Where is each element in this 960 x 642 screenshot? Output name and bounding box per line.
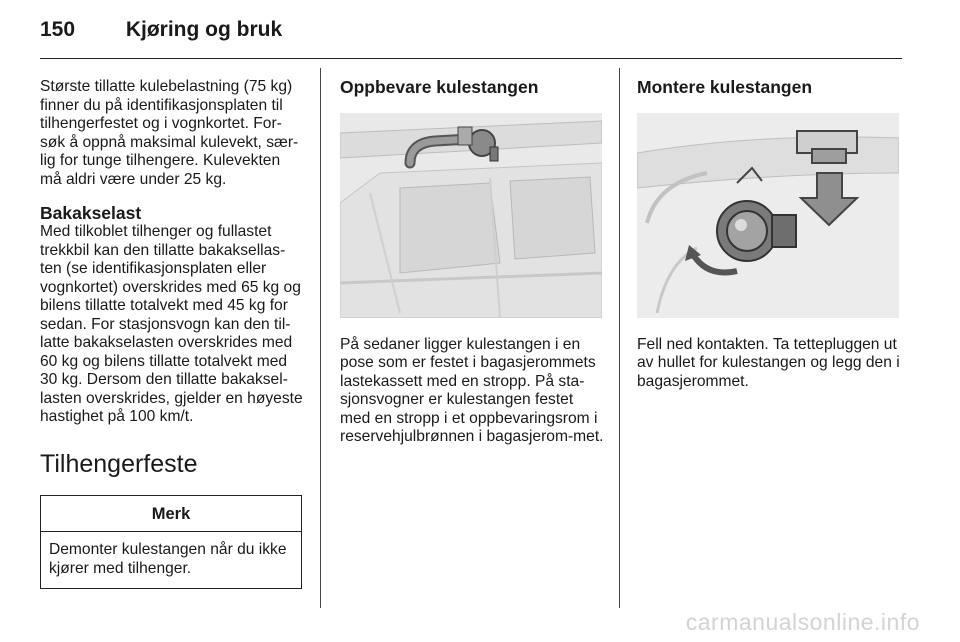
- mounting-heading: Montere kulestangen: [637, 77, 813, 97]
- page-title: Kjøring og bruk: [125, 18, 283, 41]
- column-divider-2: [619, 68, 620, 608]
- page-header: [40, 18, 282, 42]
- mounting-paragraph: Fell ned kontakten. Ta tettepluggen ut av hullet for kulestangen og legg den i bagasjerommet.: [637, 335, 900, 390]
- intro-paragraph: Største tillatte kulebelastning (75 kg) finner du på identifikasjonsplaten til tilhengerfestet og i vognkortet. For-søk å oppnå maksimal kulevekt, sær-lig for tunge tilhengere. Kulevekten må aldri være under 25 kg.: [40, 78, 299, 188]
- bakaksel-heading: Bakakselast: [40, 203, 142, 223]
- page-number: 150: [40, 18, 76, 41]
- column-2: [340, 78, 605, 447]
- storage-paragraph: På sedaner ligger kulestangen i en pose som er festet i bagasjerommets lastekassett med en stropp. På sta-sjonsvogner er kulestangen festet med en stropp i et oppbevaringsrom i reservehjulbrønnen i bagasjerom-met.: [340, 335, 604, 445]
- mounting-illustration: [637, 113, 899, 318]
- column-3: [637, 78, 902, 391]
- socket-mounting-drawing: [637, 113, 899, 318]
- bakaksel-paragraph: Med tilkoblet tilhenger og fullastet trekkbil kan den tillatte bakaksellas-ten (se identifikasjonsplaten eller vognkortet) overskrides med 65 kg og bilens tillatte totalvekt med 45 kg for sedan. For stasjonsvogn kan den til-latte bakakselasten overskrides med 60 kg og bilens tillatte totalvekt med 30 kg. Dersom den tillatte bakaksel-lasten overskrides, gjelder en høyeste hastighet på 100 km/t.: [40, 223, 303, 425]
- header-rule: [40, 58, 902, 59]
- storage-heading: Oppbevare kulestangen: [340, 77, 539, 97]
- column-divider-1: [320, 68, 321, 608]
- column-1: [40, 78, 305, 589]
- note-text: Demonter kulestangen når du ikke kjører med tilhenger.: [49, 541, 287, 577]
- watermark: carmanualsonline.info: [685, 609, 920, 635]
- trunk-storage-drawing: [340, 113, 602, 318]
- storage-illustration: [340, 113, 602, 318]
- note-box: [40, 495, 302, 590]
- section-heading: Tilhengerfeste: [40, 449, 198, 478]
- note-title: Merk: [41, 496, 301, 533]
